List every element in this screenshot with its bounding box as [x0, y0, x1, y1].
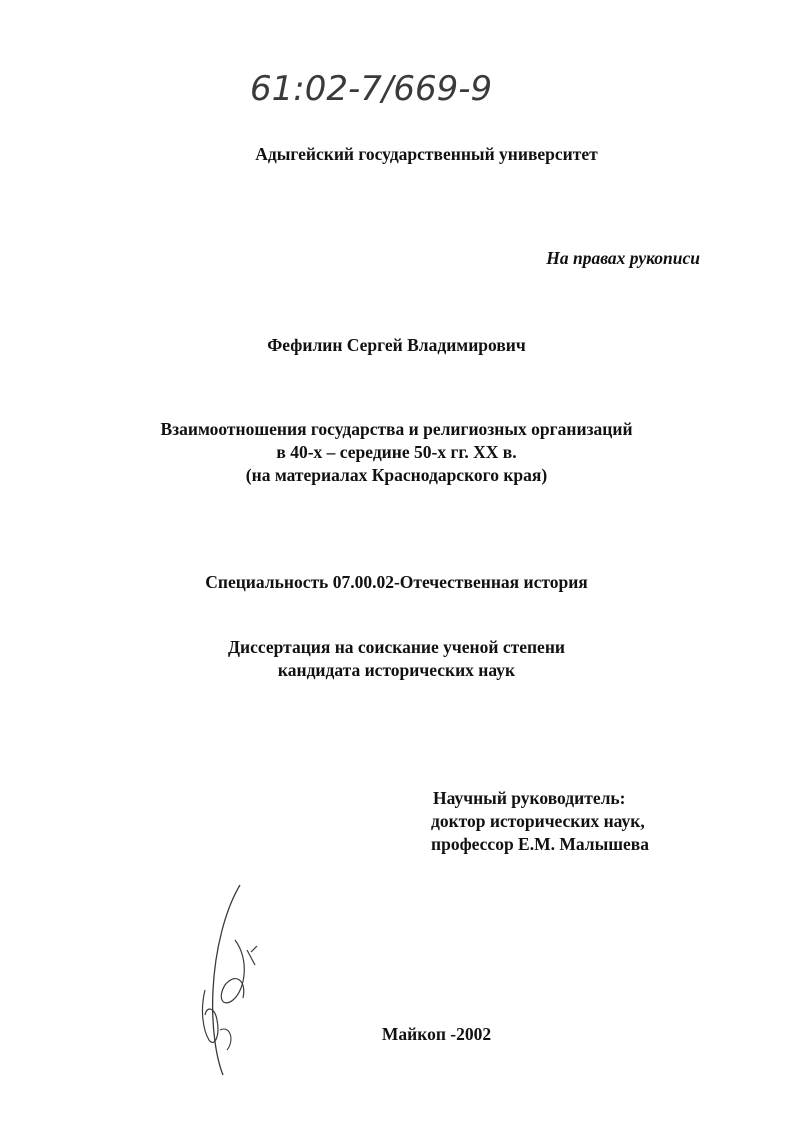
svg-text:61:02-7/669-9: 61:02-7/669-9	[250, 69, 493, 109]
specialty: Специальность 07.00.02-Отечественная история	[205, 572, 588, 592]
manuscript-note: На правах рукописи	[546, 248, 700, 268]
supervisor-line-1: Научный руководитель:	[433, 788, 626, 808]
city-year: Майкоп -2002	[381, 1024, 492, 1044]
title-line-1: Взаимоотношения государства и религиозных организаций	[160, 419, 633, 439]
dissertation-title	[0, 418, 793, 487]
handwritten-signature-icon	[195, 880, 275, 1080]
degree-line-2: кандидата исторических наук	[277, 660, 516, 680]
degree-statement	[0, 636, 793, 682]
scientific-supervisor	[431, 787, 649, 856]
supervisor-line-2: доктор исторических наук,	[431, 811, 645, 831]
university-name: Адыгейский государственный университет	[255, 144, 598, 164]
handwritten-catalog-code	[240, 50, 540, 140]
author-name: Фефилин Сергей Владимирович	[267, 335, 526, 355]
degree-line-1: Диссертация на соискание ученой степени	[228, 637, 565, 657]
supervisor-line-3: профессор Е.М. Малышева	[431, 834, 650, 854]
title-line-3: (на материалах Краснодарского края)	[245, 465, 548, 485]
title-line-2: в 40-х – середине 50-х гг. XX в.	[276, 442, 517, 462]
